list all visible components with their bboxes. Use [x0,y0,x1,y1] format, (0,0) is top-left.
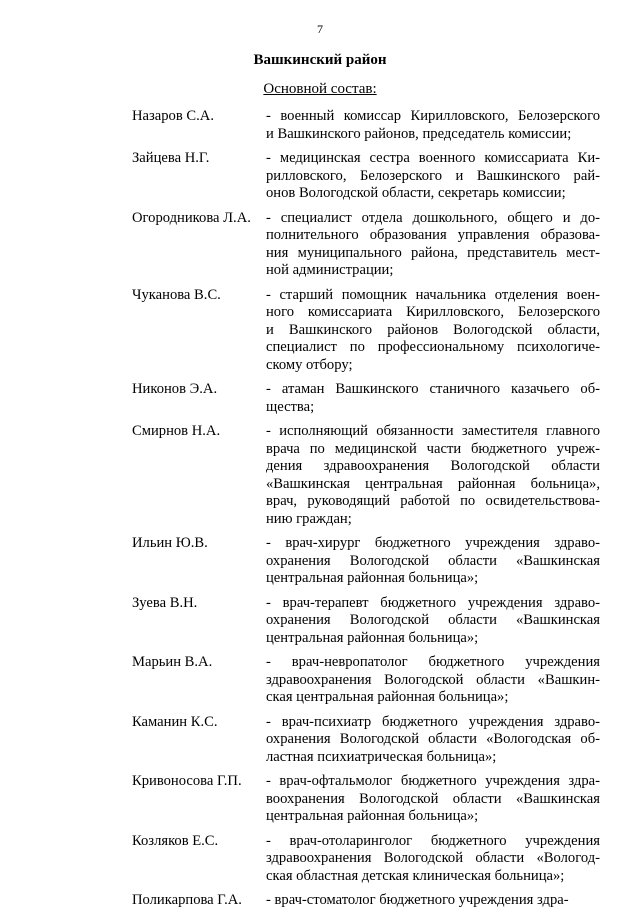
role-line: охранения Вологодской области «Вологодская об- [266,731,600,747]
role-line: щества; [266,398,315,415]
role-line: - врач-терапевт бюджетного учреждения здраво- [266,594,600,611]
role-line: охранения Вологодской области «Вашкинская [266,612,600,628]
member-role [266,892,600,910]
role-line: - врач-хирург бюджетного учреждения здраво- [266,535,600,551]
member-name: Никонов Э.А. [132,381,218,397]
role-line: - военный комиссар Кирилловского, Белозерского [266,108,600,124]
member-role [266,654,600,707]
member-role [266,595,600,648]
role-line: врач, руководящий работой по освидетельствова- [266,493,600,509]
member-name: Смирнов Н.А. [132,423,221,439]
member-role [266,287,600,375]
role-line: - старший помощник начальника отделения воен- [266,286,600,303]
member-entry [132,150,600,203]
page-number: 7 [317,22,323,36]
role-line: воохранения Вологодской области «Вашкинская [266,790,600,807]
member-entry [132,108,600,143]
member-name: Ильин Ю.В. [132,535,208,551]
role-line: - атаман Вашкинского станичного казачьего об- [266,381,600,397]
member-role [266,423,600,528]
role-line: и Вашкинского районов Вологодской области, [266,321,600,338]
member-name: Зуева В.Н. [132,594,198,611]
role-line: ния муниципального района, представитель мест- [266,244,600,261]
member-role [266,535,600,588]
role-line: дения здравоохранения Вологодской области [266,458,600,474]
member-entry [132,210,600,280]
role-line: онов Вологодской области, секретарь комиссии; [266,185,566,201]
member-entry [132,381,600,416]
member-name: Поликарпова Г.А. [132,892,242,908]
member-name: Зайцева Н.Г. [132,150,210,166]
member-entry [132,773,600,826]
role-line: - врач-офтальмолог бюджетного учреждения здра- [266,773,600,789]
role-line: скому отбору; [266,356,353,373]
role-line: центральная районная больница»; [266,629,479,646]
role-line: и Вашкинского районов, председатель комиссии; [266,125,572,142]
member-entry [132,654,600,707]
member-role [266,833,600,886]
member-name: Огородникова Л.А. [132,209,251,226]
member-name: Каманин К.С. [132,713,218,730]
member-name: Козляков Е.С. [132,832,219,849]
member-entry [132,535,600,588]
role-line: ская областная детская клиническая больница»; [266,867,565,884]
page-title: Вашкинский район [253,52,387,68]
role-line: ного комиссариата Кирилловского, Белозерского [266,304,600,320]
member-name: Марьин В.А. [132,654,213,670]
role-line: ластная психиатрическая больница»; [266,748,497,765]
role-line: - врач-отоларинголог бюджетного учреждения [266,832,600,849]
member-entry [132,714,600,767]
member-name: Назаров С.А. [132,108,214,124]
role-line: - специалист отдела дошкольного, общего и до- [266,209,600,226]
member-role [266,714,600,767]
role-line: центральная районная больница»; [266,808,479,824]
member-entry [132,287,600,375]
member-name: Кривоносова Г.П. [132,773,242,789]
role-line: полнительного образования управления образова- [266,227,600,243]
role-line: нию граждан; [266,510,352,527]
role-line: - исполняющий обязанности заместителя главного [266,423,600,439]
role-line: - врач-невропатолог бюджетного учреждения [266,654,600,670]
member-role [266,773,600,826]
member-role [266,150,600,203]
member-name: Чуканова В.С. [132,286,221,303]
role-line: ская центральная районная больница»; [266,689,509,705]
role-line: рилловского, Белозерского и Вашкинского рай- [266,167,600,184]
member-entry [132,595,600,648]
member-role [266,108,600,143]
subtitle-text: Основной состав: [263,81,377,97]
role-line: здравоохранения Вологодской области «Вашкин- [266,671,600,688]
role-line: специалист по профессиональному психологиче- [266,339,600,355]
member-role [266,210,600,280]
role-line: «Вашкинская центральная районная больница», [266,475,600,492]
role-line: - врач-стоматолог бюджетного учреждения здра- [266,892,569,908]
role-line: здравоохранения Вологодской области «Вологод- [266,850,600,866]
role-line: - врач-психиатр бюджетного учреждения здраво- [266,713,600,730]
member-role [266,381,600,416]
role-line: - медицинская сестра военного комиссариата Ки- [266,150,600,166]
role-line: охранения Вологодской области «Вашкинская [266,552,600,569]
role-line: ной администрации; [266,262,394,278]
member-entry [132,833,600,886]
member-list [132,108,600,917]
member-entry [132,423,600,528]
role-line: центральная районная больница»; [266,570,479,586]
role-line: врача по медицинской части бюджетного учреж- [266,440,600,457]
member-entry [132,892,600,910]
section-subtitle [0,81,640,98]
